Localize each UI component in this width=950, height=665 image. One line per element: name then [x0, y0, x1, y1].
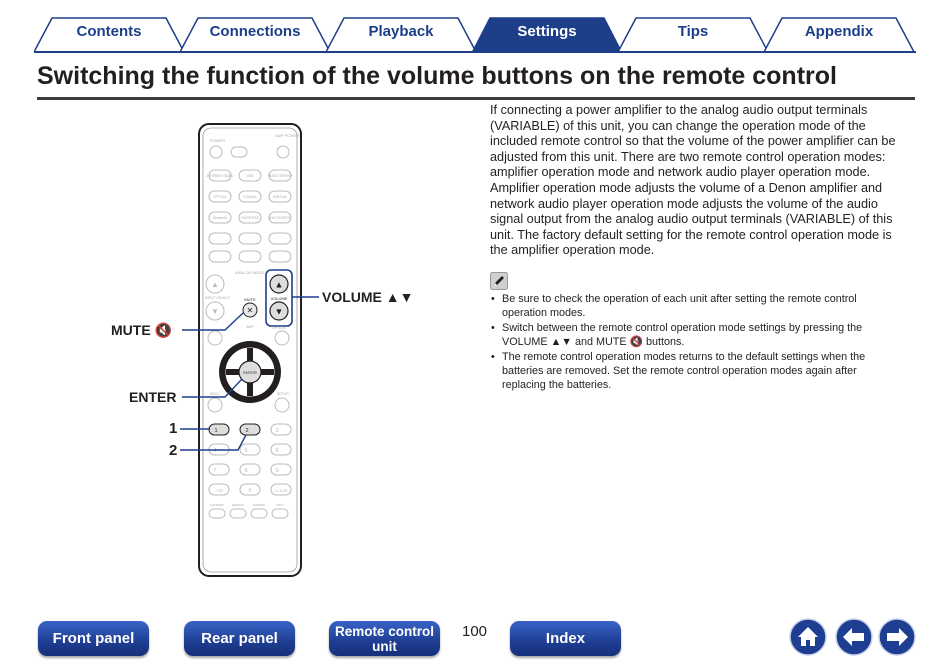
tab-tips[interactable]	[618, 17, 768, 52]
back-label: BACK	[210, 392, 220, 396]
src-label: MUSIC SERVER	[267, 174, 293, 178]
volume-callout: VOLUME ▲▼	[322, 289, 414, 305]
repeat-label: REPEAT	[232, 503, 244, 507]
remote-unit-label-line2: unit	[372, 639, 397, 654]
src-label: COAXIAL	[243, 195, 257, 199]
mute-callout: MUTE 🔇	[111, 322, 172, 338]
chapter-tabs	[34, 17, 916, 53]
remote-control-unit-button[interactable]	[329, 621, 440, 656]
option-button[interactable]	[275, 331, 289, 345]
key-6[interactable]	[271, 444, 291, 455]
left-small-button[interactable]	[208, 331, 222, 345]
tab-playback-label: Playback	[368, 23, 434, 40]
rewind-button[interactable]	[209, 251, 231, 262]
key-2[interactable]	[240, 424, 260, 435]
input-up-glyph: ▲	[211, 280, 219, 289]
sleep-button[interactable]	[231, 147, 247, 157]
key1-callout: 1	[169, 420, 178, 437]
tab-appendix-label: Appendix	[804, 23, 874, 40]
tab-appendix[interactable]	[764, 17, 914, 52]
enter-callout: ENTER	[129, 389, 177, 405]
power-label: POWER	[210, 138, 226, 143]
page-number: 100	[462, 623, 488, 640]
index-button[interactable]	[510, 621, 621, 656]
key-9[interactable]	[271, 464, 291, 475]
volume-label: VOLUME	[270, 296, 288, 301]
dimmer-label: DIMMER	[252, 503, 266, 507]
key-label: +10	[215, 488, 223, 493]
back-arrow-icon[interactable]	[835, 618, 873, 656]
rear-panel-label: Rear panel	[201, 630, 278, 647]
list-item: • Switch between the remote control operation mode settings by pressing the VOLUME ▲▼ and MUTE 🔇 buttons.	[490, 322, 890, 349]
analog-mode-label: ANALOG MODE	[235, 270, 265, 275]
volume-down-glyph: ▼	[274, 306, 284, 317]
key-5[interactable]	[240, 444, 260, 455]
tab-underline	[34, 51, 916, 53]
key-label: 7	[213, 468, 217, 474]
play-pause-button[interactable]	[239, 233, 261, 244]
src-label: FAVORITES	[241, 216, 259, 220]
key-label: 5	[244, 448, 248, 454]
tab-contents-label: Contents	[76, 23, 142, 40]
key-label: 8	[244, 468, 248, 474]
list-item: • Be sure to check the operation of each unit after setting the remote control operation modes.	[490, 293, 890, 320]
setup-button[interactable]	[275, 398, 289, 412]
amp-label: AMP	[246, 325, 254, 329]
info-button[interactable]	[272, 509, 288, 518]
key-label: 1	[214, 428, 218, 434]
rear-panel-button[interactable]	[184, 621, 295, 656]
key-label: 0	[248, 488, 252, 494]
tab-settings[interactable]	[472, 17, 622, 52]
dimmer-button[interactable]	[251, 509, 267, 518]
description-paragraph: If connecting a power amplifier to the analog audio output terminals (VARIABLE) of this unit, you can change the operation mode of the included remote control so that the volume of the power amplifier can be adjusted from this unit. There are two remote control operation modes: amplifier operation mode and network audio player operation mode. Amplifier operation mode adjusts the volume of a Denon amplifier and network audio player operation mode adjusts the volume of the audio signal output from the analog audio output terminals (VARIABLE) of this unit. The factory default setting for the remote control operation mode is the amplifier operation mode.	[490, 103, 896, 258]
index-label: Index	[545, 630, 586, 647]
key-label: 3	[275, 428, 279, 434]
mute-label: MUTE	[244, 297, 256, 302]
option-label: OPTION	[272, 326, 286, 330]
repeat-button[interactable]	[230, 509, 246, 518]
key-label: 2	[245, 428, 249, 434]
amp-power-label: AMP POWER	[275, 133, 300, 138]
src-label: OPTICAL	[213, 195, 227, 199]
home-icon[interactable]	[789, 618, 827, 656]
src-label: INTERNET RADIO	[206, 174, 234, 178]
front-panel-label: Front panel	[52, 630, 135, 647]
key-label: 4	[213, 448, 217, 454]
tab-connections-label: Connections	[209, 23, 301, 40]
setup-label: SETUP	[277, 392, 289, 396]
key-label: 9	[275, 468, 279, 474]
clear-label: CLEAR	[274, 488, 288, 493]
edit-pencil-icon	[490, 272, 508, 290]
title-divider	[37, 97, 915, 100]
input-down-glyph: ▼	[211, 307, 219, 316]
enter-key-label: ENTER	[243, 370, 257, 375]
key-label: 6	[275, 448, 279, 454]
tab-tips-label: Tips	[677, 23, 709, 40]
tab-playback[interactable]	[326, 17, 476, 52]
src-label: ADD FAVORITE	[268, 216, 292, 220]
key-3[interactable]	[271, 424, 291, 435]
fast-forward-button[interactable]	[269, 251, 291, 262]
key-8[interactable]	[240, 464, 260, 475]
skip-back-button[interactable]	[209, 233, 231, 244]
notes-list	[490, 293, 890, 394]
tab-connections[interactable]	[180, 17, 330, 52]
skip-forward-button[interactable]	[269, 233, 291, 244]
list-item: • The remote control operation modes returns to the default settings when the batteries are removed. Set the remote control operation modes again after replacing the batteries.	[490, 351, 890, 392]
random-label: RANDOM	[210, 503, 224, 507]
volume-up-glyph: ▲	[274, 279, 284, 290]
power-button[interactable]	[210, 146, 222, 158]
tab-contents[interactable]	[34, 17, 184, 52]
tab-settings-label: Settings	[517, 23, 577, 40]
page-title: Switching the function of the volume buttons on the remote control	[37, 62, 837, 90]
key-7[interactable]	[209, 464, 229, 475]
random-button[interactable]	[209, 509, 225, 518]
remote-unit-label-line1: Remote control	[334, 624, 434, 639]
src-label: USB	[246, 174, 254, 178]
front-panel-button[interactable]	[38, 621, 149, 656]
src-label: USB-DAC	[272, 195, 288, 199]
remote-control-illustration	[100, 120, 420, 590]
input-select-label: INPUT SELECT	[205, 296, 231, 300]
key2-callout: 2	[169, 442, 178, 459]
stop-button[interactable]	[239, 251, 261, 262]
key-1[interactable]	[209, 424, 229, 435]
info-label: INFO	[276, 503, 284, 507]
mute-glyph: ✕	[246, 306, 254, 315]
src-label: Bluetooth	[213, 216, 227, 220]
back-button[interactable]	[208, 398, 222, 412]
forward-arrow-icon[interactable]	[878, 618, 916, 656]
amp-power-button[interactable]	[277, 146, 289, 158]
